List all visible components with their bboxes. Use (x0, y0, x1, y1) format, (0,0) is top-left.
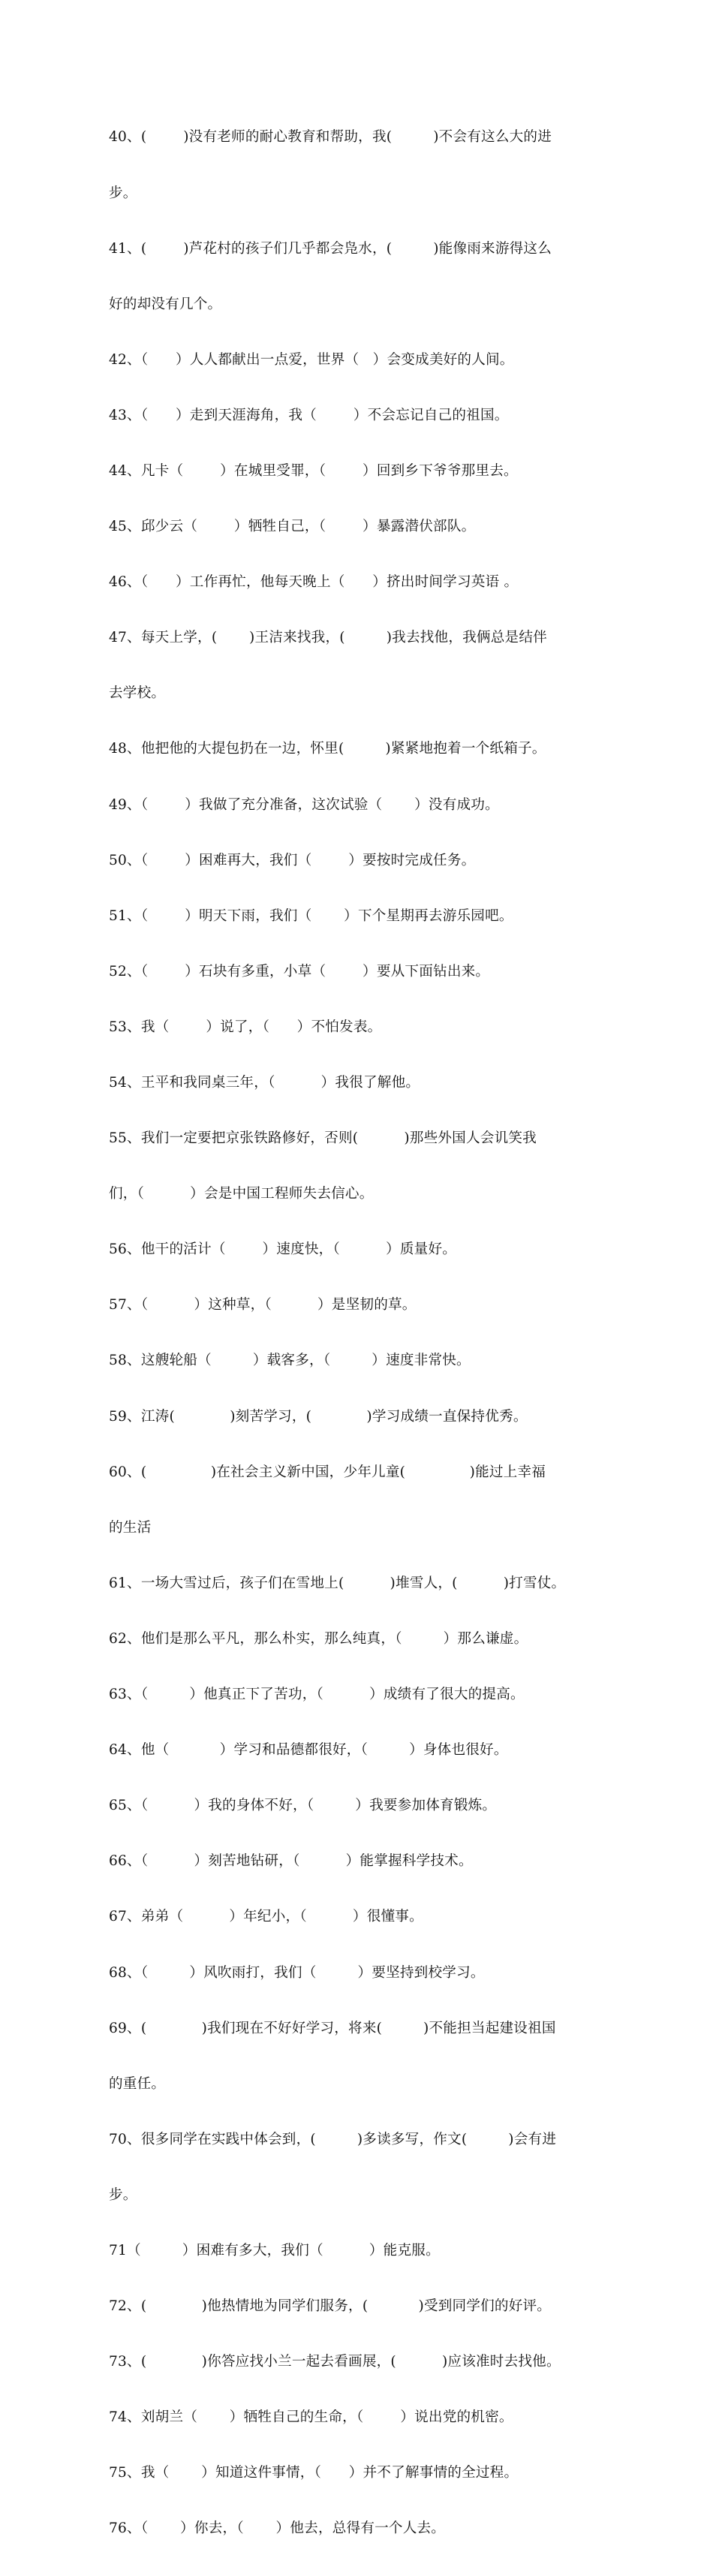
text-line: 47、每天上学，( )王洁来找我，( )我去找他，我俩总是结伴 (109, 630, 547, 646)
text-line: 76、（ ）你去，（ ）他去，总得有一个人去。 (109, 2520, 446, 2537)
text-line: 54、王平和我同桌三年，（ ）我很了解他。 (109, 1075, 420, 1091)
text-line: 41、( )芦花村的孩子们几乎都会凫水，( )能像雨来游得这么 (109, 240, 552, 257)
text-line: 44、凡卡（ ）在城里受罪，（ ）回到乡下爷爷那里去。 (109, 462, 518, 479)
text-line: 71（ ）困难有多大，我们（ ）能克服。 (109, 2242, 440, 2259)
text-line: 75、我（ ）知道这件事情，（ ）并不了解事情的全过程。 (109, 2465, 519, 2481)
text-line: 42、（ ）人人都献出一点爱，世界（ ）会变成美好的人间。 (109, 351, 514, 368)
text-line: 66、（ ）刻苦地钻研，（ ）能掌握科学技术。 (109, 1853, 473, 1870)
text-line: 49、（ ）我做了充分准备，这次试验（ ）没有成功。 (109, 796, 499, 813)
text-line: 72、( )他热情地为同学们服务，( )受到同学们的好评。 (109, 2298, 552, 2315)
text-line: 68、（ ）风吹雨打，我们（ ）要坚持到校学习。 (109, 1964, 485, 1981)
text-line: 55、我们一定要把京张铁路修好，否则( )那些外国人会讥笑我 (109, 1130, 537, 1147)
text-line: 们，（ ）会是中国工程师失去信心。 (109, 1186, 374, 1202)
text-line: 50、（ ）困难再大，我们（ ）要按时完成任务。 (109, 852, 476, 868)
text-line: 65、（ ）我的身体不好，（ ）我要参加体育锻炼。 (109, 1798, 497, 1814)
exercise-list (109, 92, 619, 2576)
text-line: 62、他们是那么平凡，那么朴实，那么纯真，（ ）那么谦虚。 (109, 1630, 528, 1647)
text-line: 73、( )你答应找小兰一起去看画展，( )应该准时去找他。 (109, 2354, 561, 2370)
text-line: 步。 (109, 2186, 137, 2203)
text-line: 59、江涛( )刻苦学习，( )学习成绩一直保持优秀。 (109, 1408, 528, 1425)
text-line: 45、邱少云（ ）牺牲自己，（ ）暴露潜伏部队。 (109, 519, 476, 535)
text-line: 57、（ ）这种草，（ ）是坚韧的草。 (109, 1297, 417, 1314)
text-line: 67、弟弟（ ）年纪小，（ ）很懂事。 (109, 1909, 423, 1925)
text-line: 52、（ ）石块有多重，小草（ ）要从下面钻出来。 (109, 963, 490, 980)
text-line: 70、很多同学在实践中体会到，( )多读多写，作文( )会有进 (109, 2131, 557, 2147)
text-line: 去学校。 (109, 685, 166, 702)
text-line: 60、( )在社会主义新中国，少年儿童( )能过上幸福 (109, 1464, 546, 1480)
text-line: 48、他把他的大提包扔在一边，怀里( )紧紧地抱着一个纸箱子。 (109, 741, 546, 757)
text-line: 步。 (109, 185, 137, 201)
text-line: 69、( )我们现在不好好学习，将来( )不能担当起建设祖国 (109, 2020, 556, 2036)
text-line: 的生活 (109, 1519, 152, 1536)
text-line: 40、( )没有老师的耐心教育和帮助，我( )不会有这么大的进 (109, 129, 552, 146)
text-line: 53、我（ ）说了，（ ）不怕发表。 (109, 1019, 382, 1035)
text-line: 58、这艘轮船（ ）载客多，（ ）速度非常快。 (109, 1353, 471, 1369)
text-line: 的重任。 (109, 2075, 166, 2092)
text-line: 51、（ ）明天下雨，我们（ ）下个星期再去游乐园吧。 (109, 907, 513, 924)
text-line: 46、（ ）工作再忙，他每天晚上（ ）挤出时间学习英语 。 (109, 574, 519, 591)
text-line: 63、（ ）他真正下了苦功，（ ）成绩有了很大的提高。 (109, 1687, 525, 1703)
text-line: 好的却没有几个。 (109, 296, 222, 312)
text-line: 43、（ ）走到天涯海角，我（ ）不会忘记自己的祖国。 (109, 407, 509, 423)
text-line: 64、他（ ）学习和品德都很好，（ ）身体也很好。 (109, 1742, 508, 1759)
text-line: 56、他干的活计（ ）速度快，（ ）质量好。 (109, 1241, 457, 1258)
text-line: 74、刘胡兰（ ）牺牲自己的生命，（ ）说出党的机密。 (109, 2409, 513, 2426)
text-line: 61、一场大雪过后，孩子们在雪地上( )堆雪人，( )打雪仗。 (109, 1575, 566, 1591)
